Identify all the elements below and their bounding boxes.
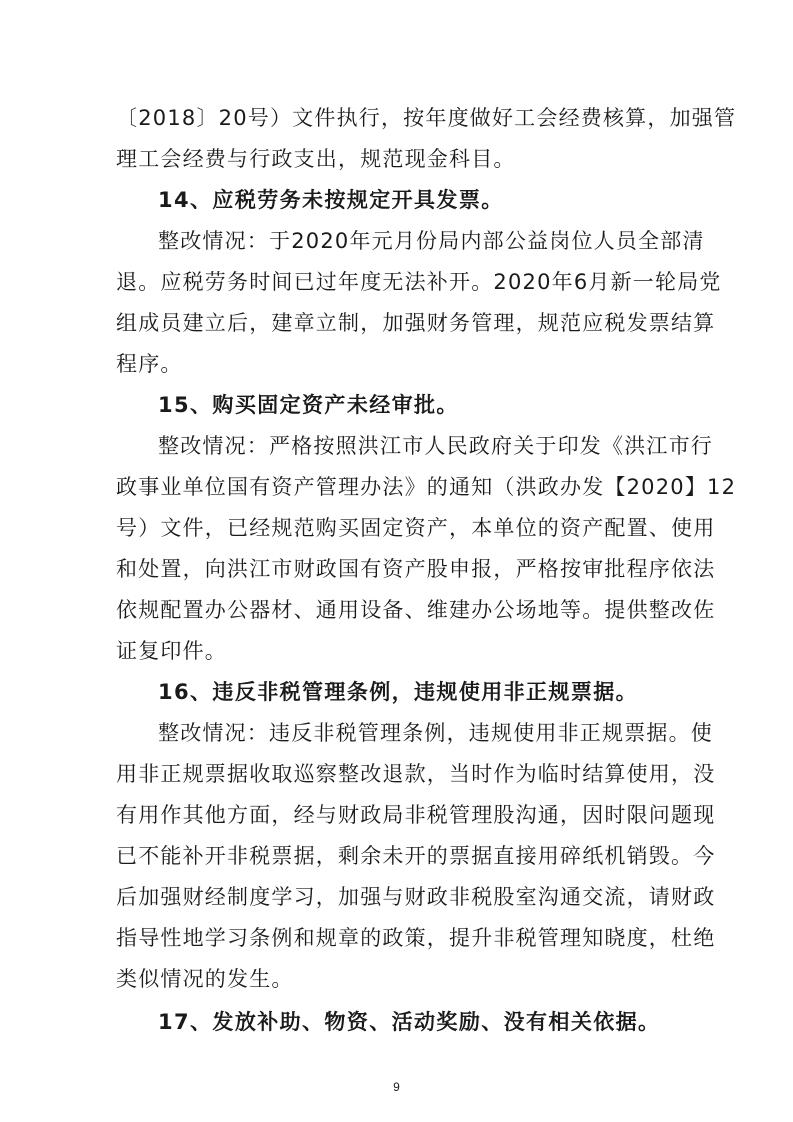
section-heading-15: 15、购买固定资产未经审批。 [158,393,459,417]
section-heading-17: 17、发放补助、物资、活动奖励、没有相关依据。 [158,1010,661,1034]
body-text-line: 用非正规票据收取巡察整改退款，当时作为临时结算使用，没 [116,762,716,786]
body-text-line: 政事业单位国有资产管理办法》的通知（洪政办发【2020】12 [116,475,737,499]
page-number: 9 [393,1080,400,1094]
body-text-line: 号）文件，已经规范购买固定资产，本单位的资产配置、使用 [116,516,716,540]
body-text-line: 依规配置办公器材、通用设备、维建办公场地等。提供整改佐 [116,598,716,622]
body-text-line: 有用作其他方面，经与财政局非税管理股沟通，因时限问题现 [116,803,716,827]
body-text-line: 程序。 [116,352,183,376]
section-heading-14: 14、应税劳务未按规定开具发票。 [158,188,504,212]
body-text-line: 退。应税劳务时间已过年度无法补开。2020年6月新一轮局党 [116,270,722,294]
body-text-line: 理工会经费与行政支出，规范现金科目。 [116,147,516,171]
body-text-line: 和处置，向洪江市财政国有资产股申报，严格按审批程序依法 [116,557,716,581]
body-text-line: 证复印件。 [116,639,227,663]
body-text-line: 已不能补开非税票据，剩余未开的票据直接用碎纸机销毁。今 [116,844,716,868]
section-heading-16: 16、违反非税管理条例，违规使用非正规票据。 [158,680,639,704]
body-text-line: 指导性地学习条例和规章的政策，提升非税管理知晓度，杜绝 [116,926,716,950]
body-text-line: 整改情况：于2020年元月份局内部公益岗位人员全部清 [158,229,705,253]
body-text-line: 整改情况：违反非税管理条例，违规使用非正规票据。使 [158,721,713,745]
body-text-line: 组成员建立后，建章立制，加强财务管理，规范应税发票结算 [116,311,716,335]
body-text-line: 整改情况：严格按照洪江市人民政府关于印发《洪江市行 [158,434,713,458]
body-text-line: 〔2018〕20号）文件执行，按年度做好工会经费核算，加强管 [116,106,737,130]
body-text-line: 后加强财经制度学习，加强与财政非税股室沟通交流，请财政 [116,885,716,909]
body-text-line: 类似情况的发生。 [116,967,294,991]
